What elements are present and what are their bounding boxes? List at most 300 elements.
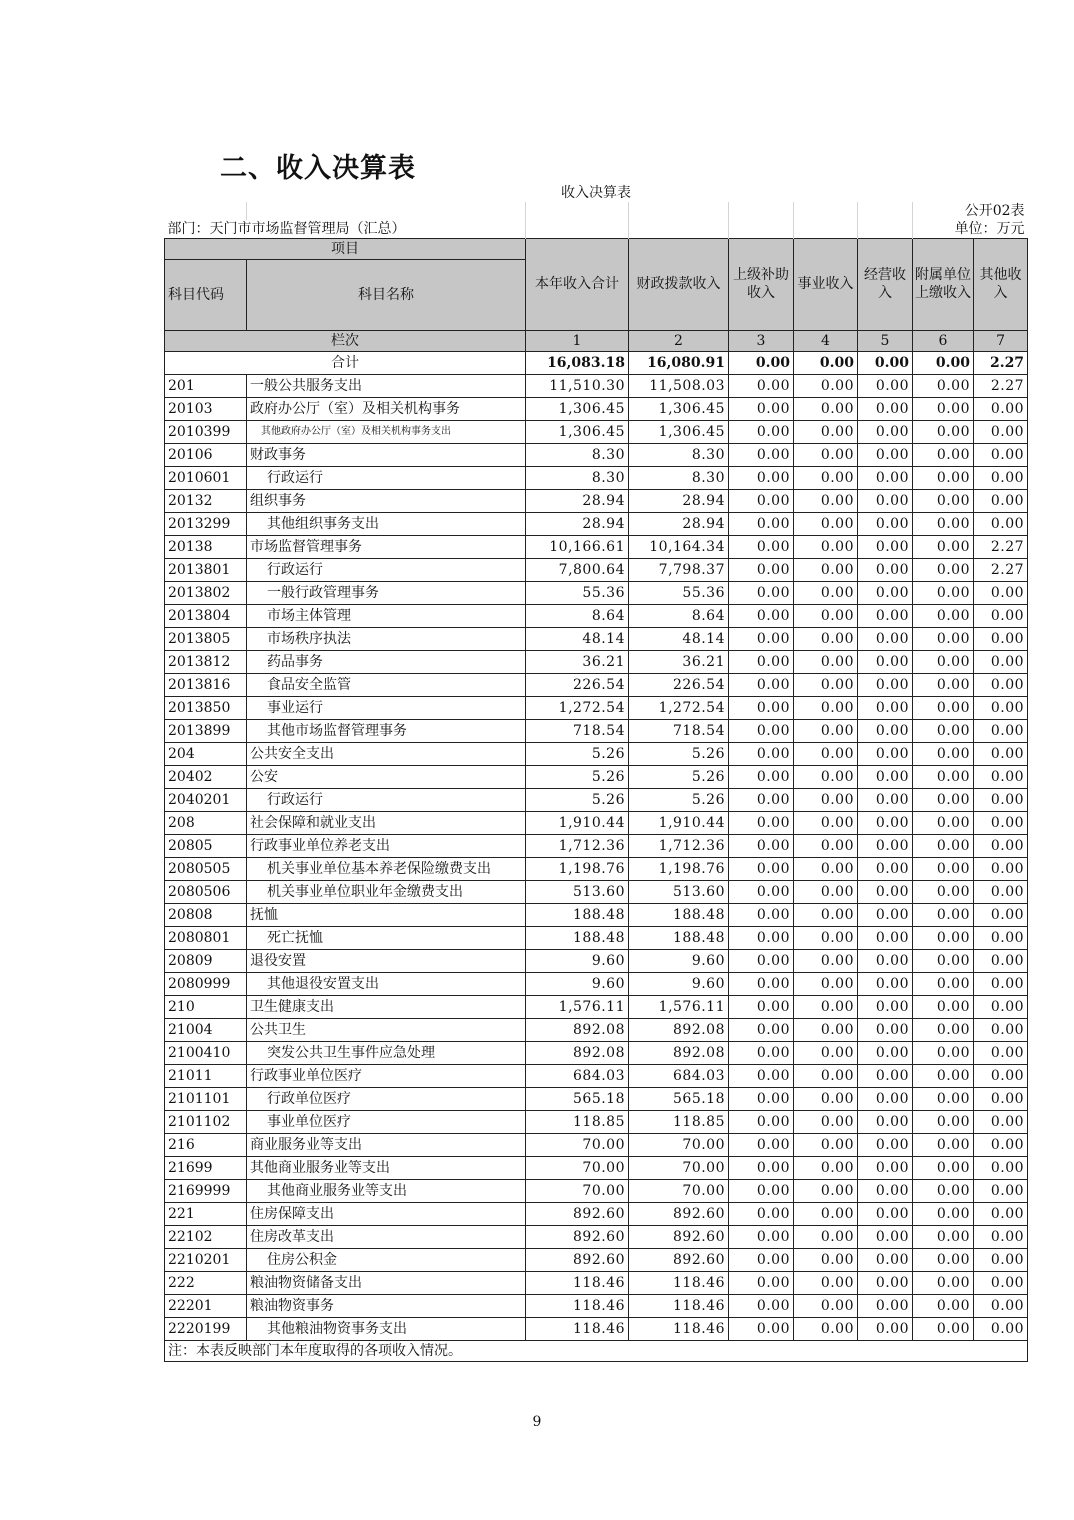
amount-cell: 0.00 (858, 1065, 913, 1088)
subject-name: 市场秩序执法 (247, 628, 526, 651)
income-table (164, 184, 1028, 1362)
amount-cell: 0.00 (729, 1295, 794, 1318)
table-row (165, 1249, 1028, 1272)
amount-cell: 0.00 (913, 835, 974, 858)
table-row (165, 812, 1028, 835)
table-row (165, 766, 1028, 789)
subject-code: 2169999 (165, 1180, 247, 1203)
subject-code: 22201 (165, 1295, 247, 1318)
amount-cell: 9.60 (629, 973, 729, 996)
subject-name: 组织事务 (247, 490, 526, 513)
header-col7: 其他收入 (974, 239, 1028, 331)
subject-code: 2010399 (165, 421, 247, 444)
amount-cell: 0.00 (729, 559, 794, 582)
amount-cell: 0.00 (913, 950, 974, 973)
header-col2: 财政拨款收入 (629, 239, 729, 331)
amount-cell: 0.00 (729, 720, 794, 743)
table-row (165, 513, 1028, 536)
amount-cell: 0.00 (729, 398, 794, 421)
subject-name: 其他商业服务业等支出 (247, 1157, 526, 1180)
subject-code: 2013801 (165, 559, 247, 582)
subject-name: 公共安全支出 (247, 743, 526, 766)
amount-cell: 0.00 (913, 375, 974, 398)
amount-cell: 0.00 (974, 444, 1028, 467)
amount-cell: 2.27 (974, 375, 1028, 398)
amount-cell: 70.00 (526, 1180, 629, 1203)
total-cell: 16,080.91 (629, 352, 729, 375)
amount-cell: 0.00 (974, 1226, 1028, 1249)
amount-cell: 0.00 (729, 904, 794, 927)
amount-cell: 0.00 (794, 1180, 858, 1203)
amount-cell: 0.00 (858, 490, 913, 513)
col-number: 4 (794, 331, 858, 352)
subject-code: 2013805 (165, 628, 247, 651)
amount-cell: 0.00 (974, 697, 1028, 720)
amount-cell: 0.00 (794, 1318, 858, 1341)
subject-code: 20402 (165, 766, 247, 789)
amount-cell: 0.00 (974, 720, 1028, 743)
amount-cell: 0.00 (729, 421, 794, 444)
subject-name: 公安 (247, 766, 526, 789)
amount-cell: 0.00 (858, 651, 913, 674)
amount-cell: 0.00 (729, 1180, 794, 1203)
amount-cell: 0.00 (858, 605, 913, 628)
col-number: 1 (526, 331, 629, 352)
subject-name: 公共卫生 (247, 1019, 526, 1042)
amount-cell: 0.00 (974, 1088, 1028, 1111)
subject-code: 20805 (165, 835, 247, 858)
subject-name: 卫生健康支出 (247, 996, 526, 1019)
amount-cell: 28.94 (526, 490, 629, 513)
amount-cell: 0.00 (794, 881, 858, 904)
subject-name: 市场主体管理 (247, 605, 526, 628)
amount-cell: 0.00 (913, 1134, 974, 1157)
amount-cell: 0.00 (729, 1249, 794, 1272)
amount-cell: 0.00 (913, 697, 974, 720)
amount-cell: 0.00 (729, 1203, 794, 1226)
amount-cell: 0.00 (913, 1111, 974, 1134)
amount-cell: 28.94 (629, 490, 729, 513)
amount-cell: 0.00 (858, 467, 913, 490)
amount-cell: 0.00 (729, 605, 794, 628)
amount-cell: 892.08 (526, 1042, 629, 1065)
amount-cell: 5.26 (526, 743, 629, 766)
amount-cell: 0.00 (794, 559, 858, 582)
total-cell: 0.00 (858, 352, 913, 375)
amount-cell: 0.00 (974, 490, 1028, 513)
subject-name: 行政单位医疗 (247, 1088, 526, 1111)
subject-code: 2013899 (165, 720, 247, 743)
amount-cell: 0.00 (974, 605, 1028, 628)
amount-cell: 1,910.44 (629, 812, 729, 835)
amount-cell: 0.00 (913, 582, 974, 605)
total-label: 合计 (165, 352, 526, 375)
amount-cell: 0.00 (913, 789, 974, 812)
table-row (165, 1272, 1028, 1295)
amount-cell: 0.00 (729, 1272, 794, 1295)
subject-name: 机关事业单位职业年金缴费支出 (247, 881, 526, 904)
amount-cell: 2.27 (974, 536, 1028, 559)
amount-cell: 9.60 (526, 950, 629, 973)
amount-cell: 0.00 (974, 858, 1028, 881)
amount-cell: 1,712.36 (526, 835, 629, 858)
amount-cell: 0.00 (794, 1134, 858, 1157)
amount-cell: 0.00 (729, 1318, 794, 1341)
amount-cell: 0.00 (974, 1019, 1028, 1042)
amount-cell: 0.00 (913, 1065, 974, 1088)
amount-cell: 0.00 (858, 398, 913, 421)
amount-cell: 0.00 (729, 789, 794, 812)
amount-cell: 0.00 (913, 605, 974, 628)
amount-cell: 0.00 (974, 513, 1028, 536)
amount-cell: 0.00 (913, 927, 974, 950)
amount-cell: 0.00 (974, 1272, 1028, 1295)
subject-name: 其他政府办公厅（室）及相关机构事务支出 (247, 421, 526, 444)
subject-code: 2101102 (165, 1111, 247, 1134)
amount-cell: 0.00 (729, 490, 794, 513)
amount-cell: 684.03 (629, 1065, 729, 1088)
table-row (165, 1226, 1028, 1249)
amount-cell: 5.26 (629, 789, 729, 812)
subject-name: 粮油物资储备支出 (247, 1272, 526, 1295)
amount-cell: 0.00 (913, 513, 974, 536)
amount-cell: 1,306.45 (629, 398, 729, 421)
subject-code: 221 (165, 1203, 247, 1226)
amount-cell: 0.00 (794, 927, 858, 950)
subject-name: 机关事业单位基本养老保险缴费支出 (247, 858, 526, 881)
amount-cell: 1,712.36 (629, 835, 729, 858)
amount-cell: 9.60 (526, 973, 629, 996)
amount-cell: 0.00 (729, 697, 794, 720)
amount-cell: 0.00 (974, 881, 1028, 904)
subject-name: 住房改革支出 (247, 1226, 526, 1249)
header-item: 项目 (165, 239, 526, 260)
amount-cell: 36.21 (629, 651, 729, 674)
amount-cell: 0.00 (913, 467, 974, 490)
header-col6: 附属单位上缴收入 (913, 239, 974, 331)
amount-cell: 0.00 (794, 1157, 858, 1180)
amount-cell: 0.00 (974, 398, 1028, 421)
amount-cell: 0.00 (794, 812, 858, 835)
subject-code: 2013802 (165, 582, 247, 605)
table-row (165, 651, 1028, 674)
amount-cell: 0.00 (974, 674, 1028, 697)
amount-cell: 0.00 (794, 628, 858, 651)
amount-cell: 70.00 (526, 1157, 629, 1180)
subject-name: 事业运行 (247, 697, 526, 720)
amount-cell: 0.00 (858, 421, 913, 444)
amount-cell: 1,198.76 (629, 858, 729, 881)
subject-code: 20132 (165, 490, 247, 513)
amount-cell: 0.00 (974, 1203, 1028, 1226)
amount-cell: 0.00 (974, 1249, 1028, 1272)
table-title: 收入决算表 (561, 185, 632, 201)
amount-cell: 0.00 (858, 513, 913, 536)
amount-cell: 0.00 (913, 421, 974, 444)
amount-cell: 5.26 (629, 766, 729, 789)
amount-cell: 0.00 (858, 628, 913, 651)
amount-cell: 0.00 (794, 697, 858, 720)
amount-cell: 0.00 (794, 743, 858, 766)
amount-cell: 0.00 (794, 674, 858, 697)
amount-cell: 0.00 (794, 467, 858, 490)
amount-cell: 0.00 (858, 927, 913, 950)
amount-cell: 0.00 (729, 375, 794, 398)
amount-cell: 55.36 (629, 582, 729, 605)
amount-cell: 0.00 (913, 398, 974, 421)
amount-cell: 1,306.45 (526, 421, 629, 444)
amount-cell: 0.00 (794, 1088, 858, 1111)
amount-cell: 0.00 (913, 881, 974, 904)
amount-cell: 0.00 (858, 697, 913, 720)
table-body (165, 375, 1028, 1341)
amount-cell: 0.00 (858, 1295, 913, 1318)
amount-cell: 0.00 (794, 1019, 858, 1042)
amount-cell: 0.00 (858, 1272, 913, 1295)
amount-cell: 118.46 (526, 1295, 629, 1318)
amount-cell: 0.00 (858, 1203, 913, 1226)
amount-cell: 0.00 (794, 490, 858, 513)
amount-cell: 892.60 (629, 1203, 729, 1226)
amount-cell: 0.00 (913, 1203, 974, 1226)
amount-cell: 0.00 (729, 1088, 794, 1111)
table-row (165, 444, 1028, 467)
amount-cell: 0.00 (729, 1157, 794, 1180)
subject-code: 2013850 (165, 697, 247, 720)
amount-cell: 0.00 (858, 835, 913, 858)
amount-cell: 0.00 (913, 1318, 974, 1341)
amount-cell: 0.00 (729, 1065, 794, 1088)
amount-cell: 513.60 (526, 881, 629, 904)
subject-name: 药品事务 (247, 651, 526, 674)
amount-cell: 0.00 (974, 582, 1028, 605)
subject-code: 2100410 (165, 1042, 247, 1065)
subject-name: 其他退役安置支出 (247, 973, 526, 996)
subject-name: 商业服务业等支出 (247, 1134, 526, 1157)
amount-cell: 0.00 (913, 1088, 974, 1111)
amount-cell: 0.00 (794, 513, 858, 536)
table-row (165, 559, 1028, 582)
amount-cell: 892.60 (629, 1226, 729, 1249)
amount-cell: 0.00 (913, 996, 974, 1019)
amount-cell: 55.36 (526, 582, 629, 605)
amount-cell: 0.00 (913, 1180, 974, 1203)
amount-cell: 0.00 (974, 1295, 1028, 1318)
amount-cell: 0.00 (858, 444, 913, 467)
amount-cell: 0.00 (729, 582, 794, 605)
amount-cell: 7,798.37 (629, 559, 729, 582)
amount-cell: 0.00 (974, 835, 1028, 858)
table-row (165, 1088, 1028, 1111)
amount-cell: 0.00 (974, 812, 1028, 835)
amount-cell: 0.00 (794, 1249, 858, 1272)
subject-code: 2210201 (165, 1249, 247, 1272)
table-row (165, 1203, 1028, 1226)
amount-cell: 0.00 (913, 973, 974, 996)
amount-cell: 188.48 (629, 904, 729, 927)
amount-cell: 0.00 (913, 444, 974, 467)
amount-cell: 1,272.54 (526, 697, 629, 720)
amount-cell: 0.00 (913, 743, 974, 766)
header-col4: 事业收入 (794, 239, 858, 331)
subject-name: 市场监督管理事务 (247, 536, 526, 559)
amount-cell: 0.00 (858, 720, 913, 743)
amount-cell: 1,198.76 (526, 858, 629, 881)
amount-cell: 0.00 (729, 536, 794, 559)
amount-cell: 0.00 (974, 950, 1028, 973)
amount-cell: 0.00 (913, 858, 974, 881)
subject-code: 20138 (165, 536, 247, 559)
form-number: 公开02表 (913, 202, 1028, 220)
subject-name: 突发公共卫生事件应急处理 (247, 1042, 526, 1065)
amount-cell: 0.00 (794, 651, 858, 674)
page-number: 9 (532, 1414, 542, 1430)
amount-cell: 9.60 (629, 950, 729, 973)
table-row (165, 881, 1028, 904)
subject-code: 208 (165, 812, 247, 835)
subject-code: 20808 (165, 904, 247, 927)
subject-name: 粮油物资事务 (247, 1295, 526, 1318)
amount-cell: 0.00 (858, 1088, 913, 1111)
amount-cell: 0.00 (858, 1249, 913, 1272)
col-number: 7 (974, 331, 1028, 352)
amount-cell: 0.00 (858, 375, 913, 398)
amount-cell: 0.00 (913, 904, 974, 927)
header-col1: 本年收入合计 (526, 239, 629, 331)
amount-cell: 0.00 (974, 1157, 1028, 1180)
amount-cell: 0.00 (794, 1065, 858, 1088)
amount-cell: 0.00 (974, 467, 1028, 490)
subject-code: 2040201 (165, 789, 247, 812)
amount-cell: 684.03 (526, 1065, 629, 1088)
amount-cell: 0.00 (913, 1226, 974, 1249)
amount-cell: 0.00 (913, 628, 974, 651)
col-number: 2 (629, 331, 729, 352)
amount-cell: 0.00 (974, 651, 1028, 674)
amount-cell: 118.85 (526, 1111, 629, 1134)
amount-cell: 0.00 (858, 1134, 913, 1157)
amount-cell: 0.00 (913, 674, 974, 697)
amount-cell: 0.00 (974, 743, 1028, 766)
amount-cell: 892.60 (526, 1249, 629, 1272)
amount-cell: 118.46 (629, 1318, 729, 1341)
amount-cell: 0.00 (794, 398, 858, 421)
amount-cell: 118.46 (629, 1272, 729, 1295)
table-note: 注：本表反映部门本年度取得的各项收入情况。 (165, 1341, 1028, 1362)
amount-cell: 0.00 (729, 881, 794, 904)
amount-cell: 0.00 (729, 467, 794, 490)
subject-code: 2220199 (165, 1318, 247, 1341)
amount-cell: 8.30 (526, 444, 629, 467)
amount-cell: 0.00 (858, 996, 913, 1019)
table-row (165, 605, 1028, 628)
amount-cell: 5.26 (526, 789, 629, 812)
amount-cell: 0.00 (913, 1019, 974, 1042)
amount-cell: 0.00 (729, 766, 794, 789)
table-row (165, 858, 1028, 881)
subject-code: 2080801 (165, 927, 247, 950)
department-label: 部门：天门市市场监督管理局（汇总） (167, 221, 406, 237)
amount-cell: 0.00 (858, 1180, 913, 1203)
table-row (165, 674, 1028, 697)
amount-cell: 1,576.11 (526, 996, 629, 1019)
amount-cell: 0.00 (729, 1019, 794, 1042)
amount-cell: 0.00 (858, 559, 913, 582)
amount-cell: 8.30 (526, 467, 629, 490)
amount-cell: 0.00 (974, 1180, 1028, 1203)
subject-name: 住房公积金 (247, 1249, 526, 1272)
amount-cell: 118.46 (526, 1272, 629, 1295)
header-code: 科目代码 (165, 260, 247, 331)
amount-cell: 0.00 (858, 1111, 913, 1134)
subject-name: 事业单位医疗 (247, 1111, 526, 1134)
amount-cell: 0.00 (858, 766, 913, 789)
amount-cell: 0.00 (794, 582, 858, 605)
amount-cell: 70.00 (629, 1180, 729, 1203)
amount-cell: 0.00 (858, 536, 913, 559)
amount-cell: 0.00 (729, 674, 794, 697)
amount-cell: 0.00 (858, 1157, 913, 1180)
amount-cell: 70.00 (629, 1134, 729, 1157)
amount-cell: 0.00 (858, 950, 913, 973)
amount-cell: 5.26 (629, 743, 729, 766)
subject-code: 222 (165, 1272, 247, 1295)
amount-cell: 0.00 (858, 1042, 913, 1065)
subject-code: 2013816 (165, 674, 247, 697)
table-row (165, 536, 1028, 559)
amount-cell: 70.00 (629, 1157, 729, 1180)
table-row (165, 1180, 1028, 1203)
amount-cell: 2.27 (974, 559, 1028, 582)
table-row (165, 628, 1028, 651)
col-number: 6 (913, 331, 974, 352)
amount-cell: 0.00 (974, 904, 1028, 927)
unit-label: 单位：万元 (913, 220, 1028, 239)
amount-cell: 7,800.64 (526, 559, 629, 582)
total-cell: 16,083.18 (526, 352, 629, 375)
amount-cell: 0.00 (729, 835, 794, 858)
amount-cell: 36.21 (526, 651, 629, 674)
total-cell: 0.00 (913, 352, 974, 375)
amount-cell: 0.00 (794, 1226, 858, 1249)
table-row (165, 720, 1028, 743)
subject-code: 210 (165, 996, 247, 1019)
amount-cell: 0.00 (913, 1042, 974, 1065)
subject-code: 216 (165, 1134, 247, 1157)
table-row (165, 1065, 1028, 1088)
amount-cell: 0.00 (974, 1111, 1028, 1134)
amount-cell: 1,306.45 (526, 398, 629, 421)
amount-cell: 188.48 (526, 927, 629, 950)
table-row (165, 1111, 1028, 1134)
amount-cell: 0.00 (729, 444, 794, 467)
amount-cell: 0.00 (974, 789, 1028, 812)
subject-code: 2013812 (165, 651, 247, 674)
table-row (165, 375, 1028, 398)
amount-cell: 0.00 (794, 375, 858, 398)
table-row (165, 996, 1028, 1019)
subject-code: 2080999 (165, 973, 247, 996)
amount-cell: 0.00 (794, 996, 858, 1019)
table-row (165, 904, 1028, 927)
amount-cell: 513.60 (629, 881, 729, 904)
page-heading: 二、收入决算表 (220, 153, 416, 184)
amount-cell: 0.00 (858, 674, 913, 697)
table-row (165, 1042, 1028, 1065)
amount-cell: 118.46 (526, 1318, 629, 1341)
amount-cell: 8.30 (629, 444, 729, 467)
amount-cell: 0.00 (858, 904, 913, 927)
